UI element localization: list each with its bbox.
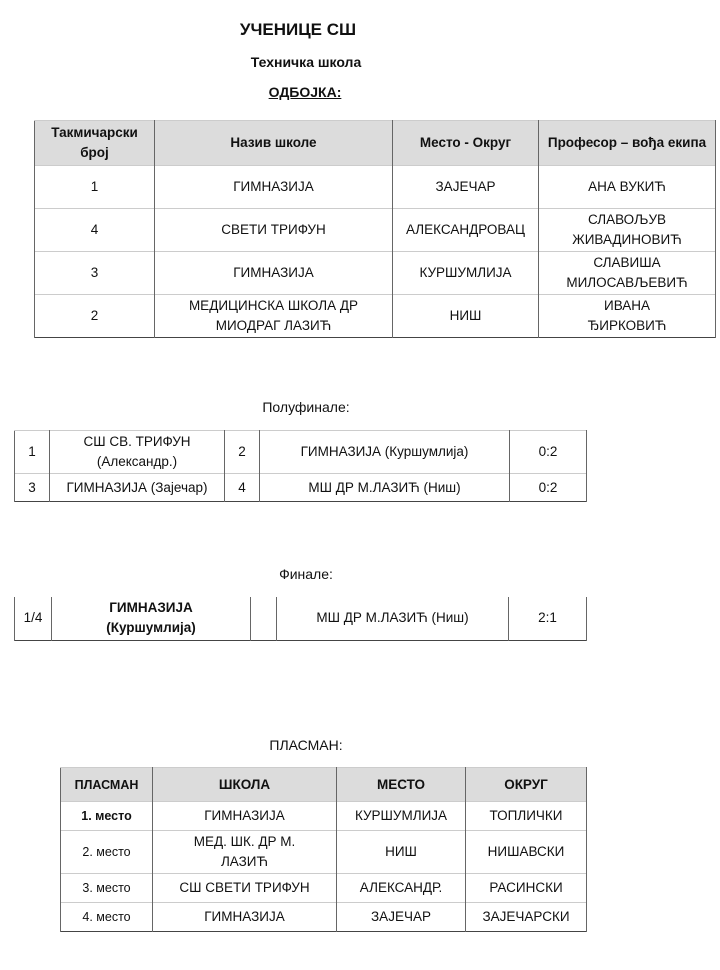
cell: ГИМНАЗИЈА (Зајечар) <box>50 474 225 502</box>
final-heading: Финале: <box>279 566 333 582</box>
semifinal-heading: Полуфинале: <box>262 399 350 415</box>
school-subtitle: Техничка школа <box>250 54 362 70</box>
cell: 2. место <box>61 831 153 874</box>
score: 0:2 <box>510 431 587 474</box>
cell: МШ ДР М.ЛАЗИЋ (Ниш) <box>260 474 510 502</box>
cell: ЗАЈЕЧАРСКИ <box>466 903 587 932</box>
header-cell: Такмичарски број <box>35 121 155 166</box>
cell: 3 <box>15 474 50 502</box>
table-row <box>61 802 587 831</box>
cell: 4. место <box>61 903 153 932</box>
cell: 2 <box>35 295 155 338</box>
cell: СЛАВИША МИЛОСАВЉЕВИЋ <box>539 252 716 295</box>
cell: КУРШУМЛИЈА <box>393 252 539 295</box>
cell: ГИМНАЗИЈА <box>155 252 393 295</box>
header-cell: Назив школе <box>155 121 393 166</box>
cell: СШ СВЕТИ ТРИФУН <box>153 874 337 903</box>
table-row <box>61 903 587 932</box>
header-cell: Место - Округ <box>393 121 539 166</box>
cell: АНА ВУКИЋ <box>539 166 716 209</box>
cell: 3. место <box>61 874 153 903</box>
cell: КУРШУМЛИЈА <box>337 802 466 831</box>
placement-table <box>60 767 587 932</box>
cell: 1. место <box>61 802 153 831</box>
cell: НИШ <box>393 295 539 338</box>
table-row <box>35 166 716 209</box>
header-cell: ШКОЛА <box>153 768 337 802</box>
table-row <box>35 252 716 295</box>
sport-heading: ОДБОЈКА: <box>268 84 342 100</box>
cell: АЛЕКСАНДРОВАЦ <box>393 209 539 252</box>
cell: СШ СВ. ТРИФУН (Александр.) <box>50 431 225 474</box>
cell: АЛЕКСАНДР. <box>337 874 466 903</box>
teams-table <box>34 120 716 338</box>
table-header-row <box>61 768 587 802</box>
cell <box>251 597 277 640</box>
semifinal-table <box>14 430 587 502</box>
header-cell: ПЛАСМАН <box>61 768 153 802</box>
cell: НИШАВСКИ <box>466 831 587 874</box>
header-cell: МЕСТО <box>337 768 466 802</box>
header-cell: Професор – вођа екипа <box>539 121 716 166</box>
final-table <box>14 597 587 641</box>
table-row <box>61 831 587 874</box>
cell: ГИМНАЗИЈА <box>153 802 337 831</box>
cell: 1/4 <box>15 597 52 640</box>
header-cell: ОКРУГ <box>466 768 587 802</box>
cell: СВЕТИ ТРИФУН <box>155 209 393 252</box>
cell: МШ ДР М.ЛАЗИЋ (Ниш) <box>277 597 509 640</box>
cell: ЗАЈЕЧАР <box>337 903 466 932</box>
cell: ЗАЈЕЧАР <box>393 166 539 209</box>
table-row <box>35 209 716 252</box>
table-row <box>15 597 587 640</box>
table-row <box>15 431 587 474</box>
cell: 4 <box>225 474 260 502</box>
placement-heading: ПЛАСМАН: <box>269 737 343 753</box>
cell: ГИМНАЗИЈА <box>155 166 393 209</box>
cell: 3 <box>35 252 155 295</box>
cell: СЛАВОЉУВ ЖИВАДИНОВИЋ <box>539 209 716 252</box>
table-row <box>61 874 587 903</box>
cell: ГИМНАЗИЈА <box>153 903 337 932</box>
score: 2:1 <box>509 597 587 640</box>
score: 0:2 <box>510 474 587 502</box>
cell: ИВАНА ЂИРКОВИЋ <box>539 295 716 338</box>
cell: НИШ <box>337 831 466 874</box>
cell: 2 <box>225 431 260 474</box>
table-header-row <box>35 121 716 166</box>
cell: 4 <box>35 209 155 252</box>
table-row <box>35 295 716 338</box>
cell: РАСИНСКИ <box>466 874 587 903</box>
page-title: УЧЕНИЦЕ СШ <box>239 20 357 39</box>
cell: МЕД. ШК. ДР М. ЛАЗИЋ <box>153 831 337 874</box>
cell: МЕДИЦИНСКА ШКОЛА ДР МИОДРАГ ЛАЗИЋ <box>155 295 393 338</box>
cell: 1 <box>15 431 50 474</box>
table-row <box>15 474 587 502</box>
cell: ГИМНАЗИЈА (Куршумлија) <box>260 431 510 474</box>
cell: 1 <box>35 166 155 209</box>
winner-cell: ГИМНАЗИЈА (Куршумлија) <box>52 597 251 640</box>
cell: ТОПЛИЧКИ <box>466 802 587 831</box>
